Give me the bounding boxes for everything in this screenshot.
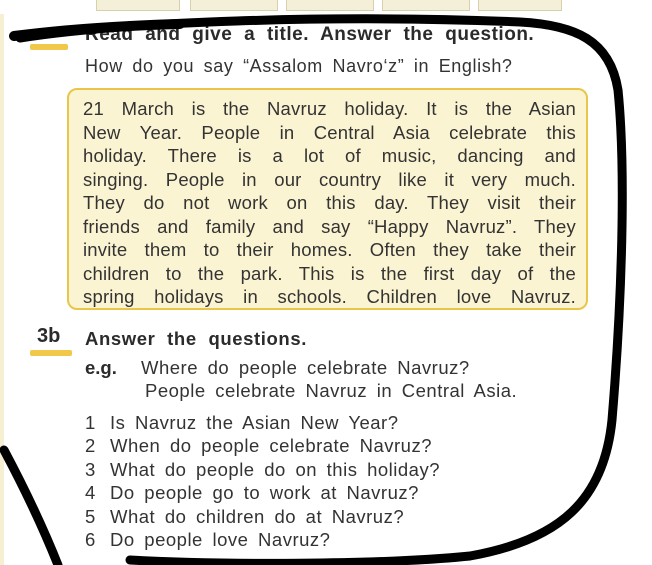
question-number: 3: [85, 458, 96, 480]
reading-line: children to the park. This is the first day of the: [83, 262, 576, 284]
question-text: Is Navruz the Asian New Year?: [110, 412, 399, 433]
question-number: 5: [85, 505, 96, 527]
reading-line: invite them to their homes. Often they take their: [83, 239, 576, 260]
reading-line: 21 March is the Navruz holiday. It is the Asian: [83, 98, 576, 119]
question-number: 6: [85, 529, 96, 551]
list-item: [85, 528, 440, 551]
page-margin: [0, 14, 4, 565]
thumbnail-box: [96, 0, 180, 11]
top-strip: [0, 0, 652, 14]
question-number: 4: [85, 482, 96, 504]
list-item: [85, 458, 440, 481]
exercise-3a-question: How do you say “Assalom Navro‘z” in English?: [85, 56, 513, 76]
reading-line: friends and family and say “Happy Navruz”. They: [83, 215, 576, 237]
reading-line: New Year. People in Central Asia celebrate this: [83, 121, 576, 143]
thumbnail-box: [286, 0, 374, 11]
list-item: [85, 434, 440, 457]
thumbnail-box: [190, 0, 278, 11]
reading-text-box: [67, 88, 588, 310]
question-text: What do people do on this holiday?: [110, 458, 441, 480]
thumbnail-box: [382, 0, 470, 11]
scribble-stroke: [4, 450, 58, 565]
exercise-marker: [30, 44, 68, 50]
question-text: What do children do at Navruz?: [110, 505, 405, 527]
list-item: [85, 411, 440, 434]
reading-line: spring holidays in schools. Children love Navruz.: [83, 286, 576, 307]
exercise-3a-heading: Read and give a title. Answer the question.: [85, 24, 535, 45]
example-answer: People celebrate Navruz in Central Asia.: [145, 380, 518, 401]
thumbnail-box: [478, 0, 562, 11]
exercise-marker: [30, 350, 72, 356]
question-text: Do people love Navruz?: [110, 529, 331, 551]
example-question: Where do people celebrate Navruz?: [141, 357, 470, 378]
list-item: [85, 481, 440, 504]
reading-line: singing. People in our country like it very much.: [83, 168, 576, 190]
reading-line: They do not work on this day. They visit their: [83, 192, 576, 213]
reading-line: holiday. There is a lot of music, dancing and: [83, 145, 576, 166]
exercise-3b-heading: Answer the questions.: [85, 328, 307, 349]
question-list: [85, 411, 440, 551]
list-item: [85, 505, 440, 528]
question-text: Do people go to work at Navruz?: [110, 482, 419, 504]
example-label: e.g.: [85, 357, 117, 378]
question-number: 1: [85, 412, 96, 433]
exercise-3b-label: 3b: [37, 325, 61, 347]
question-text: When do people celebrate Navruz?: [110, 435, 433, 457]
question-number: 2: [85, 435, 96, 457]
